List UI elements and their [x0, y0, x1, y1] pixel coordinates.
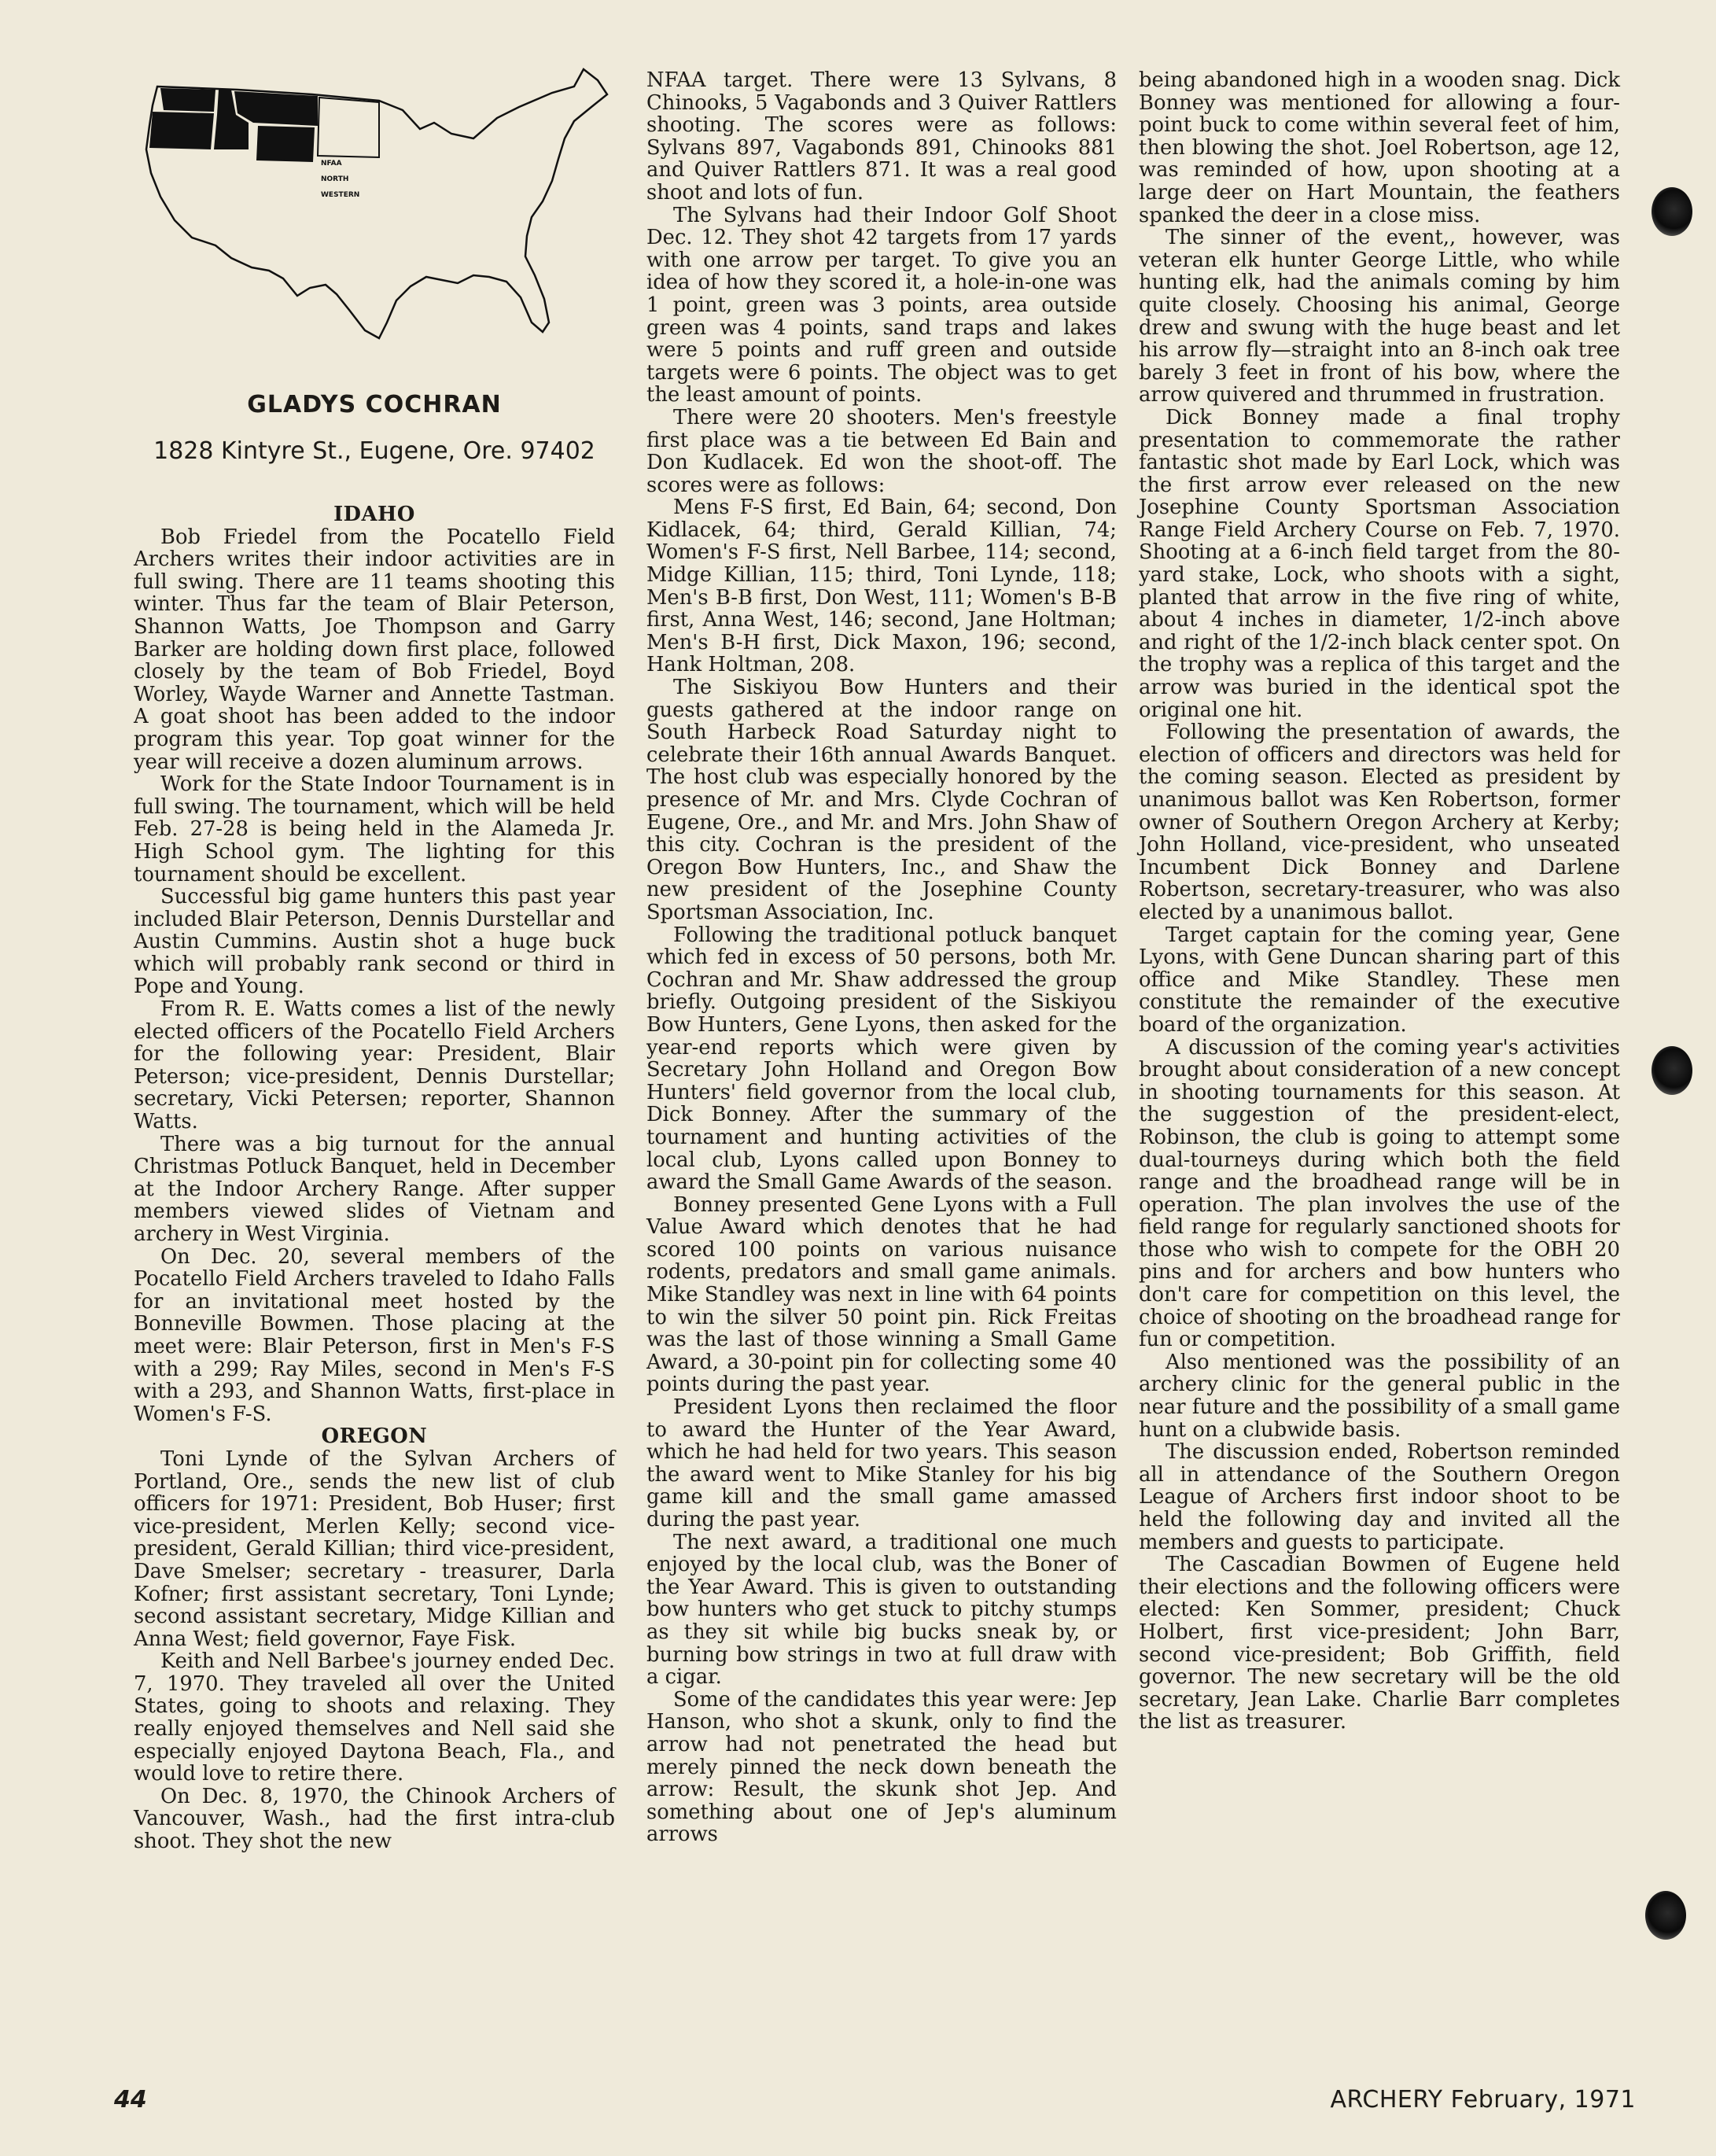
paragraph: The sinner of the event,, however, was veteran elk hunter George Little, who while hunting elk, had the animals coming by him quite closely. Choosing his animal, George drew and swung with the huge beast and let his arrow fly—straight into an 8-inch oak tree barely 3 feet in front of his bow, where the arrow quivered and thrummed in frustration.: [1139, 226, 1620, 407]
paragraph: NFAA target. There were 13 Sylvans, 8 Chinooks, 5 Vagabonds and 3 Quiver Rattlers shooting. The scores were as follows: Sylvans 897, Vagabonds 891, Chinooks 881 and Quiver Rattlers 871. It was a real good shoot and lots of fun.: [646, 68, 1117, 205]
section-heading-idaho: IDAHO: [333, 503, 415, 526]
binder-hole: [1652, 187, 1692, 236]
column-3: [1139, 69, 1620, 1734]
paragraph: The Cascadian Bowmen of Eugene held their elections and the following officers were elected: Ken Sommer, president; Chuck Holbert, first vice-president; John Barr, second vice-president; Bob Griffith, field governor. The new secretary will be the old secretary, Jean Lake. Charlie Barr completes the list as treasurer.: [1139, 1553, 1620, 1734]
region-wyoming: [256, 126, 315, 162]
northwest-region-map: [143, 63, 615, 354]
paragraph: Target captain for the coming year, Gene Lyons, with Gene Duncan sharing part of this office and Mike Standley. These men constitute the remainder of the executive board of the organization.: [1139, 923, 1620, 1037]
paragraph: Bonney presented Gene Lyons with a Full Value Award which denotes that he had scored 100 points on various nuisance rodents, predators and small game animals. Mike Standley was next in line with 64 points to win the silver 50 point pin. Rick Freitas was the last of those winning a Small Game Award, a 30-point pin for collecting some 40 points during the past year.: [646, 1192, 1117, 1397]
paragraph: There were 20 shooters. Men's freestyle first place was a tie between Ed Bain and Don Kudlacek. Ed won the shoot-off. The scores were as follows:: [646, 405, 1117, 497]
paragraph: Successful big game hunters this past year included Blair Peterson, Dennis Durstellar and Austin Cummins. Austin shot a huge buck which will probably rank second or third in Pope and Young.: [134, 885, 615, 999]
map-label-north: NORTH: [321, 175, 349, 183]
paragraph: The Siskiyou Bow Hunters and their guests gathered at the indoor range on South Harbeck Road Saturday night to celebrate their 16th annual Awards Banquet. The host club was especially honored by the presence of Mr. and Mrs. Clyde Cochran of Eugene, Ore., and Mr. and Mrs. John Shaw of this city. Cochran is the president of the Oregon Bow Hunters, Inc., and Shaw the new president of the Josephine County Sportsman Association, Inc.: [646, 676, 1117, 924]
paragraph: Bob Friedel from the Pocatello Field Archers writes their indoor activities are in full swing. There are 11 teams shooting this winter. Thus far the team of Blair Peterson, Shannon Watts, Joe Thompson and Garry Barker are holding down first place, followed closely by the team of Bob Friedel, Boyd Worley, Wayde Warner and Annette Tastman. A goat shoot has been added to the indoor program this year. Top goat winner for the year will receive a dozen aluminum arrows.: [134, 525, 615, 774]
column-2: [646, 69, 1117, 1846]
paragraph: On Dec. 8, 1970, the Chinook Archers of Vancouver, Wash., had the first intra-club shoot. They shot the new: [134, 1784, 615, 1854]
map-label-nfaa: NFAA: [321, 160, 342, 168]
paragraph: The Sylvans had their Indoor Golf Shoot Dec. 12. They shot 42 targets from 17 yards with one arrow per target. To give you an idea of how they scored it, a hole-in-one was 1 point, green was 3 points, area outside green was 4 points, sand traps and lakes were 5 points and ruff green and outside targets were 6 points. The object was to get the least amount of points.: [646, 203, 1117, 407]
region-oregon: [149, 112, 214, 149]
map-label-western: WESTERN: [321, 191, 360, 199]
paragraph: Mens F-S first, Ed Bain, 64; second, Don Kidlacek, 64; third, Gerald Killian, 74; Women's F-S first, Nell Barbee, 114; second, Midge Killian, 115; third, Toni Lynde, 118; Men's B-B first, Don West, 111; Women's B-B first, Anna West, 146; second, Jane Holtman; Men's B-H first, Dick Maxon, 196; second, Hank Holtman, 208.: [646, 496, 1117, 677]
paragraph: Following the traditional potluck banquet which fed in excess of 50 persons, both Mr. Cochran and Mr. Shaw addressed the group briefly. Outgoing president of the Siskiyou Bow Hunters, Gene Lyons, then asked for the year-end reports which were given by Secretary John Holland and Oregon Bow Hunters' field governor from the local club, Dick Bonney. After the summary of the tournament and hunting activities of the local club, Lyons called upon Bonney to award the Small Game Awards of the season.: [646, 923, 1117, 1195]
paragraph: The discussion ended, Robertson reminded all in attendance of the Southern Oregon League of Archers first indoor shoot to be held the following day and invited all the members and guests to participate.: [1139, 1440, 1620, 1554]
magazine-footer: ARCHERY February, 1971: [1330, 2086, 1636, 2114]
paragraph: A discussion of the coming year's activities brought about consideration of a new concept in shooting tournaments for this season. At the suggestion of the president-elect, Robinson, the club is going to attempt some dual-tourneys during which both the field range and the broadhead range will be in operation. The plan involves the use of the field range for regularly sanctioned shoots for those who wish to compete for the OBH 20 pins and for archers and bow hunters who don't care for competition on this level, the choice of shooting on the broadhead range for fun or competition.: [1139, 1035, 1620, 1352]
binder-hole: [1652, 1046, 1692, 1095]
paragraph: Work for the State Indoor Tournament is in full swing. The tournament, which will be held Feb. 27-28 is being held in the Alameda Jr. High School gym. The lighting for this tournament should be excellent.: [134, 772, 615, 886]
region-dakotas: [318, 98, 379, 157]
paragraph: There was a big turnout for the annual Christmas Potluck Banquet, held in December at the Indoor Archery Range. After supper members viewed slides of Vietnam and archery in West Virginia.: [134, 1132, 615, 1246]
usa-outline-map: [143, 63, 615, 354]
usa-outline: [146, 69, 607, 338]
paragraph: On Dec. 20, several members of the Pocatello Field Archers traveled to Idaho Falls for an invitational meet hosted by the Bonneville Bowmen. Those placing at the meet were: Blair Peterson, first in Men's F-S with a 299; Ray Miles, second in Men's F-S with a 293, and Shannon Watts, first-place in Women's F-S.: [134, 1244, 615, 1426]
author-name: GLADYS COCHRAN: [247, 391, 502, 418]
author-address: 1828 Kintyre St., Eugene, Ore. 97402: [153, 437, 595, 465]
paragraph: Dick Bonney made a final trophy presentation to commemorate the rather fantastic shot made by Earl Lock, which was the first arrow ever released on the new Josephine County Sportsman Association Range Field Archery Course on Feb. 7, 1970. Shooting at a 6-inch field target from the 80-yard stake, Lock, who shoots with a sight, planted that arrow in the five ring of white, about 4 inches in diameter, 1/2-inch above and right of the 1/2-inch black center spot. On the trophy was a replica of this target and the arrow was buried in the identical spot the original one hit.: [1139, 405, 1620, 722]
page-number: 44: [114, 2086, 147, 2114]
paragraph: President Lyons then reclaimed the floor to award the Hunter of the Year Award, which he had held for two years. This season the award went to Mike Stanley for his big game kill and the small game amassed during the past year.: [646, 1395, 1117, 1531]
section-heading-oregon: OREGON: [321, 1424, 428, 1449]
paragraph: Toni Lynde of the Sylvan Archers of Portland, Ore., sends the new list of club officers for 1971: President, Bob Huser; first vice-president, Merlen Kelly; second vice-president, Gerald Killian; third vice-president, Dave Smelser; secretary - treasurer, Darla Kofner; first assistant secretary, Toni Lynde; second assistant secretary, Midge Killian and Anna West; field governor, Faye Fisk.: [134, 1447, 615, 1651]
binder-hole: [1645, 1891, 1686, 1940]
paragraph: being abandoned high in a wooden snag. Dick Bonney was mentioned for allowing a four-point buck to come within several feet of him, then blowing the shot. Joel Robertson, age 12, was reminded of how, upon shooting at a large deer on Hart Mountain, the feathers spanked the deer in a close miss.: [1139, 68, 1620, 227]
paragraph: Some of the candidates this year were: Jep Hanson, who shot a skunk, only to find the arrow had not penetrated the head but merely pinned the neck down beneath the arrow: Result, the skunk shot Jep. And something about one of Jep's aluminum arrows: [646, 1687, 1117, 1847]
column-1: [134, 503, 615, 1853]
paragraph: The next award, a traditional one much enjoyed by the local club, was the Boner of the Year Award. This is given to outstanding bow hunters who get stuck to pitchy stumps as they sit while big bucks sneak by, or burning bow strings in two at full draw with a cigar.: [646, 1530, 1117, 1690]
paragraph: Keith and Nell Barbee's journey ended Dec. 7, 1970. They traveled all over the United States, going to shoots and relaxing. They really enjoyed themselves and Nell said she especially enjoyed Daytona Beach, Fla., and would love to retire there.: [134, 1649, 615, 1786]
paragraph: Also mentioned was the possibility of an archery clinic for the general public in the near future and the possibility of a small game hunt on a clubwide basis.: [1139, 1350, 1620, 1442]
paragraph: From R. E. Watts comes a list of the newly elected officers of the Pocatello Field Archers for the following year: President, Blair Peterson; vice-president, Dennis Durstellar; secretary, Vicki Petersen; reporter, Shannon Watts.: [134, 997, 615, 1134]
paragraph: Following the presentation of awards, the election of officers and directors was held for the coming season. Elected as president by unanimous ballot was Ken Robertson, former owner of Southern Oregon Archery at Kerby; John Holland, vice-president, who unseated Incumbent Dick Bonney and Darlene Robertson, secretary-treasurer, who was also elected by a unanimous ballot.: [1139, 721, 1620, 924]
region-washington: [160, 88, 215, 112]
region-montana: [234, 91, 318, 126]
